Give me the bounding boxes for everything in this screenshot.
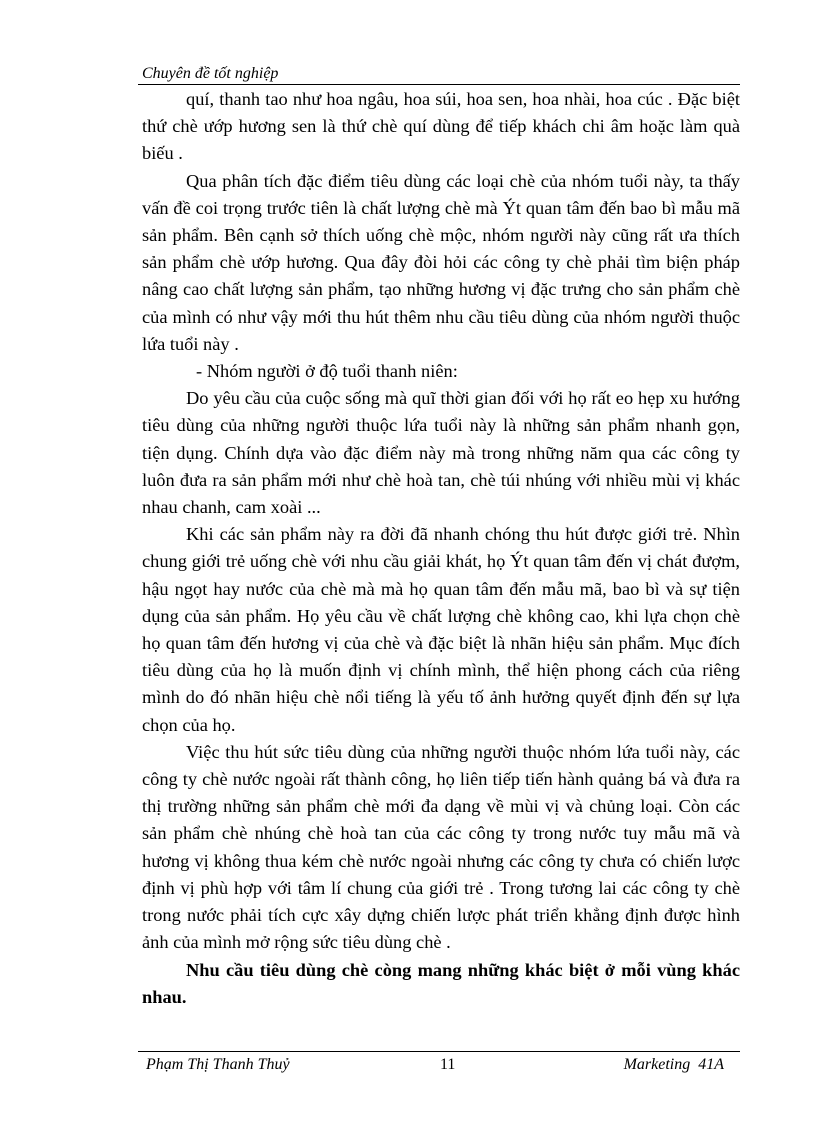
page-footer <box>138 1051 740 1082</box>
page-header <box>138 62 740 85</box>
paragraph-youth-heading: - Nhóm người ở độ tuổi thanh niên: <box>196 361 458 382</box>
paragraph-youth-needs: Do yêu cầu của cuộc sống mà quĩ thời gian đối với họ rất eo hẹp xu hướng tiêu dùng của những người thuộc lứa tuổi này là những sản phẩm nhanh gọn, tiện dụng. Chính dựa vào đặc điểm này mà trong những năm qua các công ty luôn đưa ra sản phẩm mới như chè hoà tan, chè túi nhúng với nhiều mùi vị khác nhau chanh, cam xoài ... <box>142 388 740 518</box>
page-number: 11 <box>440 1056 456 1073</box>
paragraph-regional-heading: Nhu cầu tiêu dùng chè còng mang những khác biệt ở mỗi vùng khác nhau. <box>142 959 740 1007</box>
header-title: Chuyên đề tốt nghiệp <box>142 65 279 82</box>
paragraph-continuation: quí, thanh tao như hoa ngâu, hoa súi, hoa sen, hoa nhài, hoa cúc . Đặc biệt thứ chè ướp hương sen là thứ chè quí dùng để tiếp khách chi âm hoặc làm quà biếu . <box>142 89 740 164</box>
paragraph-youth-attraction: Khi các sản phẩm này ra đời đã nhanh chóng thu hút được giới trẻ. Nhìn chung giới trẻ uống chè với nhu cầu giải khát, họ Ýt quan tâm đến vị chát đượm, hậu ngọt hay nước của chè mà mà họ quan tâm đến mẫu mã, bao bì và sự tiện dụng của sản phẩm. Họ yêu cầu về chất lượng chè không cao, khi lựa chọn chè họ quan tâm đến hương vị của chè và đặc biệt là nhãn hiệu sản phẩm. Mục đích tiêu dùng của họ là muốn định vị chính mình, thể hiện phong cách của riêng mình do đó nhãn hiệu chè nổi tiếng là yếu tố ảnh hưởng quyết định đến sự lựa chọn của họ. <box>142 524 740 735</box>
paragraph-analysis: Qua phân tích đặc điểm tiêu dùng các loại chè của nhóm tuổi này, ta thấy vấn đề coi trọng trước tiên là chất lượng chè mà Ýt quan tâm đến bao bì mẫu mã sản phẩm. Bên cạnh sở thích uống chè mộc, nhóm người này cũng rất ưa thích sản phẩm chè ướp hương. Qua đây đòi hỏi các công ty chè phải tìm biện pháp nâng cao chất lượng sản phẩm, tạo những hương vị đặc trưng cho sản phẩm chè của mình có như vậy mới thu hút thêm nhu cầu tiêu dùng của nhóm người thuộc lứa tuổi này . <box>142 170 740 354</box>
footer-class-label: Marketing 41A <box>623 1056 724 1073</box>
document-body <box>142 86 740 1011</box>
footer-author: Phạm Thị Thanh Thuỷ <box>146 1056 290 1073</box>
paragraph-foreign-companies: Việc thu hút sức tiêu dùng của những người thuộc nhóm lứa tuổi này, các công ty chè nước ngoài rất thành công, họ liên tiếp tiến hành quảng bá và đưa ra thị trường những sản phẩm chè mới đa dạng về mùi vị và chủng loại. Còn các sản phẩm chè nhúng chè hoà tan của các công ty trong nước tuy mẫu mã và hương vị không thua kém chè nước ngoài nhưng các công ty chưa có chiến lược định vị phù hợp với tâm lí chung của giới trẻ . Trong tương lai các công ty chè trong nước phải tích cực xây dựng chiến lược phát triển khẳng định được hình ảnh của mình mở rộng sức tiêu dùng chè . <box>142 741 740 953</box>
